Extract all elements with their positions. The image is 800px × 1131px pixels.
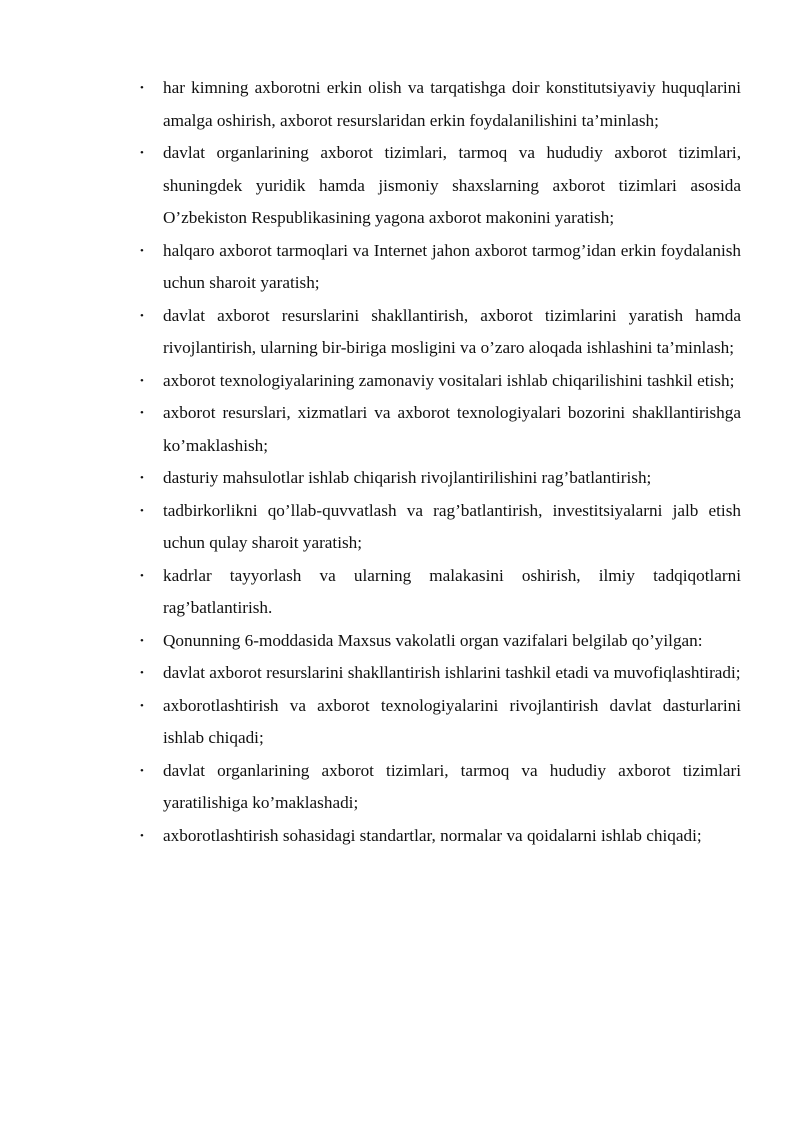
list-item [140, 235, 741, 300]
list-item [140, 690, 741, 755]
bullet-icon: • [140, 82, 144, 94]
list-item-text: tadbirkorlikni qo’llab-quvvatlash va rag’batlantirish, investitsiyalarni jalb etish uchun qulay sharoit yaratish; [163, 500, 741, 552]
list-item [140, 657, 741, 690]
list-item-text: axborot texnologiyalarining zamonaviy vositalari ishlab chiqarilishini tashkil etish; [163, 370, 735, 390]
list-item [140, 365, 741, 398]
list-item-text: davlat organlarining axborot tizimlari, tarmoq va hududiy axborot tizimlari, shuningdek yuridik hamda jismoniy shaxslarning axborot tizimlari asosida O’zbekiston Respublikasining yagona axborot makonini yaratish; [163, 143, 741, 227]
list-item-text: dasturiy mahsulotlar ishlab chiqarish rivojlantirilishini rag’batlantirish; [163, 468, 652, 487]
list-item [140, 560, 741, 625]
list-item [140, 300, 741, 365]
bullet-icon: • [140, 244, 144, 257]
bullet-icon: • [140, 569, 144, 582]
list-item [140, 137, 741, 235]
bullet-icon: • [140, 407, 144, 419]
list-item-text: halqaro axborot tarmoqlari va Internet jahon axborot tarmog’idan erkin foydalanish uchun sharoit yaratish; [163, 240, 741, 292]
bullet-icon: • [140, 147, 144, 159]
bullet-icon: • [140, 667, 144, 679]
bullet-icon: • [140, 699, 144, 712]
list-item [140, 397, 741, 462]
list-item-text: Qonunning 6-moddasida Maxsus vakolatli organ vazifalari belgilab qo’yilgan: [163, 630, 703, 650]
list-item-text: axborotlashtirish va axborot texnologiyalarini rivojlantirish davlat dasturlarini ishlab chiqadi; [163, 695, 741, 747]
list-item-text: davlat axborot resurslarini shakllantirish ishlarini tashkil etadi va muvofiqlashtiradi; [163, 663, 741, 682]
list-item-text: axborot resurslari, xizmatlari va axborot texnologiyalari bozorini shakllantirishga ko’maklashish; [163, 403, 741, 455]
bullet-list [140, 72, 741, 852]
list-item [140, 72, 741, 137]
list-item [140, 625, 741, 658]
list-item [140, 820, 741, 853]
list-item-text: har kimning axborotni erkin olish va tarqatishga doir konstitutsiyaviy huquqlarini amalga oshirish, axborot resurslaridan erkin foydalanilishini ta’minlash; [163, 78, 741, 130]
bullet-icon: • [140, 634, 144, 647]
bullet-icon: • [140, 504, 144, 517]
list-item-text: davlat axborot resurslarini shakllantirish, axborot tizimlarini yaratish hamda rivojlantirish, ularning bir-biriga mosligini va o’zaro aloqada ishlashini ta’minlash; [163, 305, 741, 357]
list-item [140, 755, 741, 820]
bullet-icon: • [140, 374, 144, 387]
bullet-icon: • [140, 829, 144, 842]
list-item-text: davlat organlarining axborot tizimlari, tarmoq va hududiy axborot tizimlari yaratilishiga ko’maklashadi; [163, 760, 741, 812]
list-item-text: axborotlashtirish sohasidagi standartlar, normalar va qoidalarni ishlab chiqadi; [163, 825, 702, 845]
bullet-icon: • [140, 764, 144, 777]
list-item [140, 495, 741, 560]
list-item-text: kadrlar tayyorlash va ularning malakasini oshirish, ilmiy tadqiqotlarni rag’batlantirish. [163, 565, 741, 617]
bullet-icon: • [140, 309, 144, 322]
bullet-icon: • [140, 472, 144, 484]
list-item [140, 462, 741, 495]
